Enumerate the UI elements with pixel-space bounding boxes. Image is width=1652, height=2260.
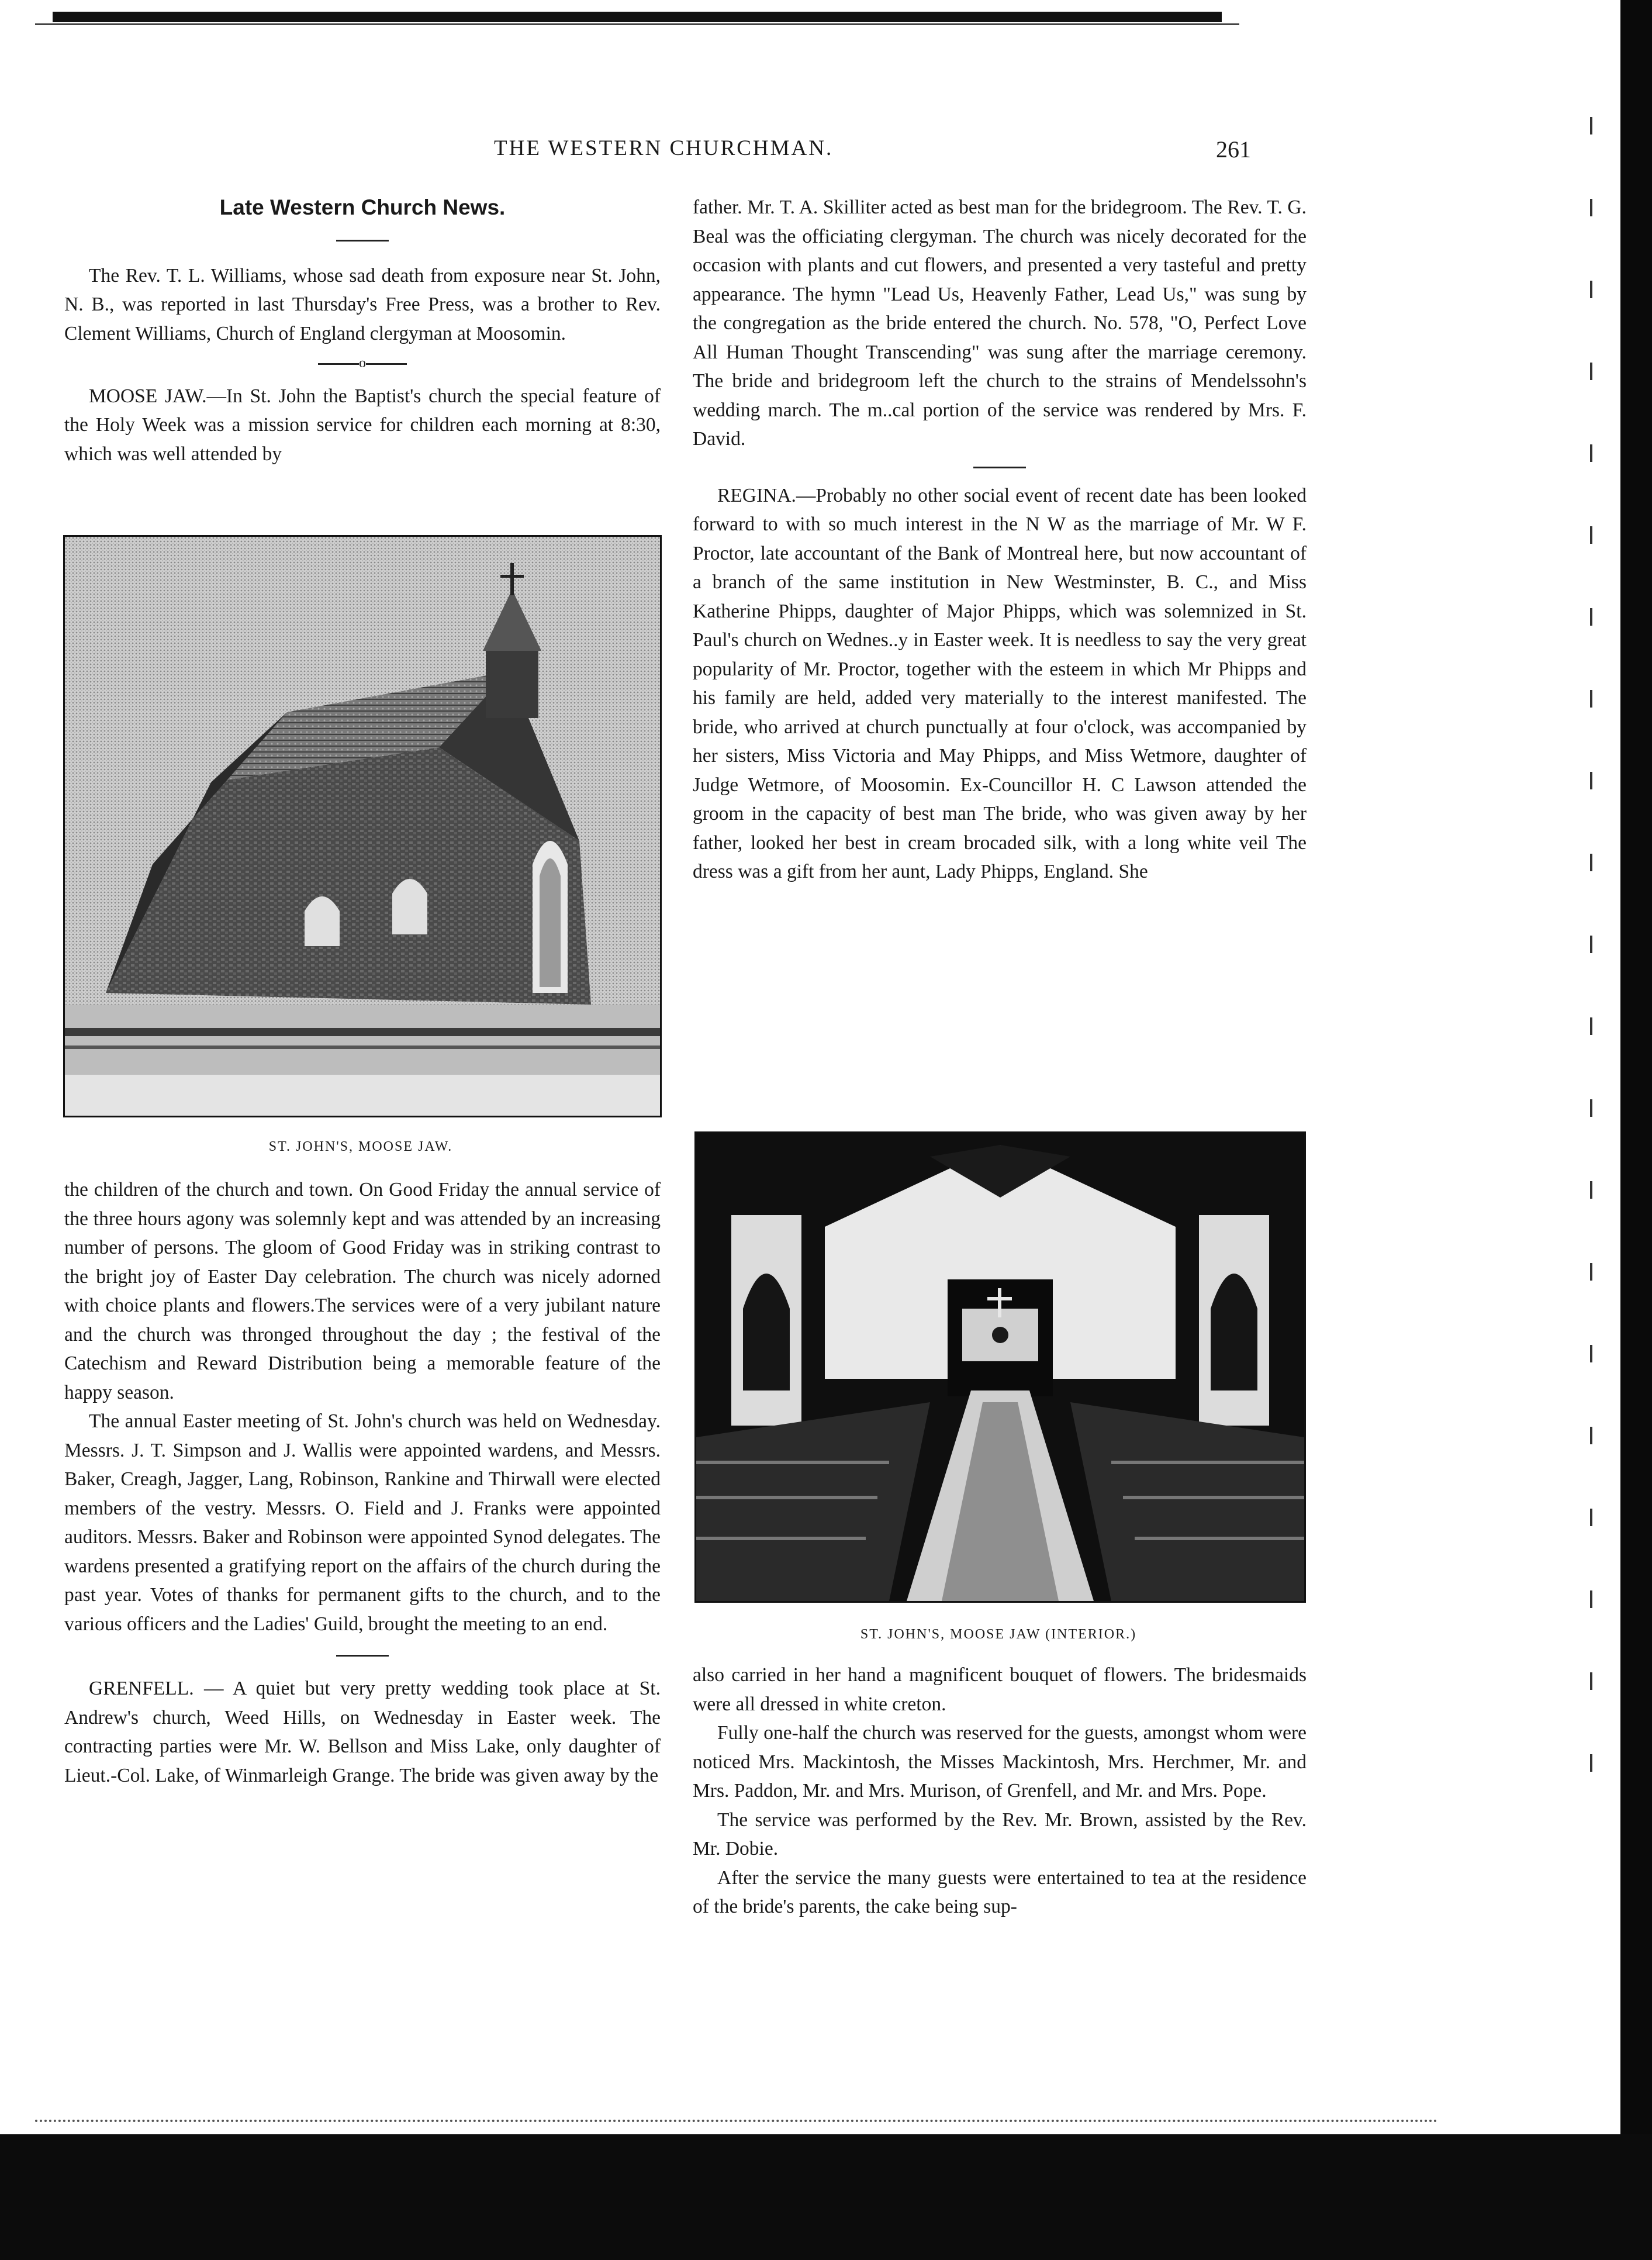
church-exterior-photo [63, 535, 662, 1117]
church-interior-illustration [696, 1133, 1304, 1601]
regina-paragraph: REGINA.—Probably no other social event of recent date has been looked forward to with so much interest in the N W as the marriage of Mr. W F. Proctor, late accountant of the Bank of Montreal here, but now accountant of a branch of the same institution in New Westminster, B. C., and Miss Katherine Phipps, daughter of Major Phipps, which was solemnized in St. Paul's church on Wednes..y in Easter week. It is needless to say the very great popularity of Mr. Proctor, together with the esteem in which Mr Phipps and his family are held, added very materially to the interest manifested. The bride, who arrived at church punctually at four o'clock, was accompanied by her sisters, Miss Victoria and May Phipps, and Miss Wetmore, daughter of Judge Wetmore, of Moosomin. Ex-Councillor H. C Lawson attended the groom in the capacity of best man The bride, who was given away by her father, looked her best in cream brocaded silk, with a long white veil The dress was a gift from her aunt, Lady Phipps, England. She [693, 484, 1307, 882]
headline-rule [336, 240, 389, 241]
left-column-bottom [64, 1175, 661, 1790]
scan-rule-top [35, 23, 1239, 25]
right-column-bottom [693, 1661, 1307, 1921]
figure2-caption: ST. JOHN'S, MOOSE JAW (INTERIOR.) [860, 1627, 1137, 1642]
church-exterior-illustration [65, 537, 660, 1116]
scan-marks-right [1590, 117, 1592, 1813]
scan-dots-bottom [35, 2120, 1438, 2122]
section-rule-regina [973, 467, 1026, 468]
scan-border-right [1620, 0, 1652, 2260]
left-column-top [64, 193, 661, 468]
williams-paragraph: The Rev. T. L. Williams, whose sad death from exposure near St. John, N. B., was reported in last Thursday's Free Press, was a brother to Rev. Clement Williams, Church of England clergyman at Moosomin. [64, 264, 661, 344]
scan-border-top [53, 12, 1222, 22]
good-friday-paragraph: the children of the church and town. On Good Friday the annual service of the three hours agony was solemnly kept and was attended by an increasing number of persons. The gloom of Good Friday was in striking contrast to the bright joy of Easter Day celebration. The church was nicely adorned with choice plants and flowers.The services were of a very jubilant nature and the church was thronged throughout the day ; the festival of the Catechism and Reward Distribution being a memorable feature of the happy season. [64, 1179, 661, 1403]
scan-border-bottom [0, 2134, 1652, 2260]
moose-jaw-paragraph: MOOSE JAW.—In St. John the Baptist's church the special feature of the Holy Week was a mission service for children each morning at 8:30, which was well attended by [64, 385, 661, 465]
church-interior-photo [694, 1131, 1306, 1603]
section-rule [336, 1655, 389, 1657]
guests-paragraph: Fully one-half the church was reserved for the guests, amongst whom were noticed Mrs. Mackintosh, the Misses Mackintosh, Mrs. Herchmer, Mr. and Mrs. Paddon, Mr. and Mrs. Murison, of Grenfell, and Mr. and Mrs. Pope. [693, 1722, 1307, 1802]
grenfell-paragraph: GRENFELL. — A quiet but very pretty wedding took place at St. Andrew's church, Weed Hills, on Wednesday in Easter week. The contracting parties were Mr. W. Bellson and Miss Lake, only daughter of Lieut.-Col. Lake, of Winmarleigh Grange. The bride was given away by the [64, 1678, 661, 1786]
right-column-top [693, 193, 1307, 886]
bouquet-paragraph: also carried in her hand a magnificent bouquet of flowers. The bridesmaids were all dressed in white creton. [693, 1664, 1307, 1715]
service-paragraph: The service was performed by the Rev. Mr. Brown, assisted by the Rev. Mr. Dobie. [693, 1809, 1307, 1859]
page-number: 261 [1216, 136, 1251, 163]
wedding-continuation-paragraph: father. Mr. T. A. Skilliter acted as best man for the bridegroom. The Rev. T. G. Beal was the officiating clergyman. The church was nicely decorated for the occasion with plants and cut flowers, and presented a very tasteful and pretty appearance. The hymn "Lead Us, Heavenly Father, Lead Us," was sung by the congregation as the bride entered the church. No. 578, "O, Perfect Love All Human Thought Transcending" was sung after the marriage ceremony. The bride and bridegroom left the church to the strains of Mendelssohn's wedding march. The m..cal portion of the service was rendered by Mrs. F. David. [693, 196, 1307, 450]
section-headline: Late Western Church News. [219, 195, 506, 219]
easter-meeting-paragraph: The annual Easter meeting of St. John's church was held on Wednesday. Messrs. J. T. Simpson and J. Wallis were appointed wardens, and Messrs. Baker, Creagh, Jagger, Lang, Robinson, Rankine and Thirwall were elected members of the vestry. Messrs. O. Field and J. Franks were appointed auditors. Messrs. Baker and Robinson were appointed Synod delegates. The wardens presented a gratifying report on the affairs of the church during the past year. Votes of thanks for permanent gifts to the church, and to the various officers and the Ladies' Guild, brought the meeting to an end. [64, 1410, 661, 1635]
running-title: THE WESTERN CHURCHMAN. [494, 136, 834, 160]
figure1-caption: ST. JOHN'S, MOOSE JAW. [268, 1139, 453, 1154]
page-header [58, 136, 1286, 171]
section-ornament [64, 349, 661, 378]
reception-paragraph: After the service the many guests were entertained to tea at the residence of the bride's parents, the cake being sup- [693, 1866, 1307, 1917]
ornament-mark: o [359, 356, 366, 371]
